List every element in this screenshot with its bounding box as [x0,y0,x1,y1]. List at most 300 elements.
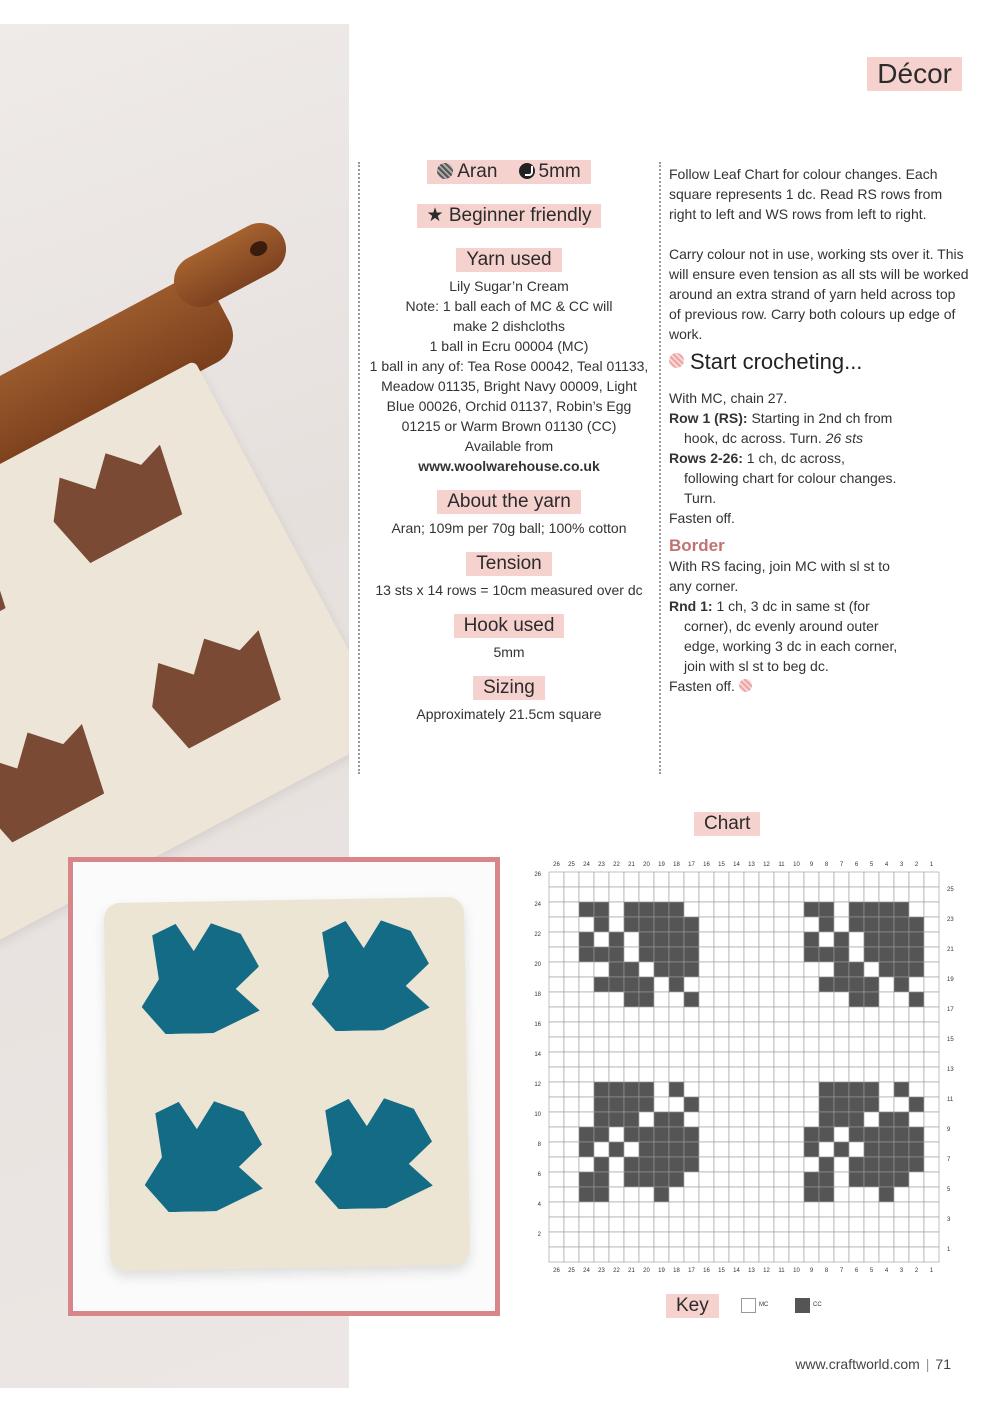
chart-cell-mc [774,1202,789,1217]
chart-cell-mc [699,1142,714,1157]
chart-cell-mc [759,1172,774,1187]
teal-leaf-motif [313,1097,433,1209]
chart-cell-mc [819,1022,834,1037]
chart-cell-mc [774,1217,789,1232]
chart-cell-mc [864,1247,879,1262]
chart-cell-mc [729,1037,744,1052]
skill-level: Beginner friendly [448,205,592,226]
chart-cell-mc [834,992,849,1007]
chart-cell-cc [819,902,834,917]
chart-cell-cc [894,1127,909,1142]
chart-cell-mc [909,1022,924,1037]
chart-cell-mc [804,1052,819,1067]
chart-cell-mc [564,1217,579,1232]
chart-cell-mc [789,992,804,1007]
chart-cell-mc [579,1232,594,1247]
chart-cell-mc [864,872,879,887]
chart-cell-mc [879,992,894,1007]
chart-cell-cc [594,977,609,992]
sizing-text: Approximately 21.5cm square [416,706,602,722]
chart-column-number: 26 [553,862,560,868]
chart-cell-cc [849,1097,864,1112]
supplier-link[interactable]: www.woolwarehouse.co.uk [418,458,600,474]
chart-cell-mc [804,887,819,902]
chart-cell-mc [909,1082,924,1097]
chart-cell-cc [909,947,924,962]
chart-cell-mc [579,1037,594,1052]
chart-cell-mc [789,962,804,977]
chart-cell-mc [759,1232,774,1247]
chart-cell-mc [684,1172,699,1187]
chart-column-number: 22 [613,1268,620,1274]
chart-cell-mc [834,1187,849,1202]
chart-row-number: 23 [947,917,954,923]
chart-cell-mc [924,1037,939,1052]
chart-cell-mc [594,992,609,1007]
chart-cell-cc [654,902,669,917]
chart-cell-cc [594,1082,609,1097]
chart-cell-mc [639,1112,654,1127]
chart-cell-mc [819,992,834,1007]
chart-cell-mc [834,1232,849,1247]
row1-stitch-count: 26 sts [825,430,863,446]
chart-cell-mc [669,1187,684,1202]
chart-cell-mc [834,1217,849,1232]
chart-cell-mc [699,1217,714,1232]
chart-cell-mc [579,1202,594,1217]
chart-column-number: 21 [628,862,635,868]
chart-cell-cc [669,1127,684,1142]
chart-cell-mc [609,887,624,902]
chart-cell-mc [624,1067,639,1082]
chart-cell-cc [804,1142,819,1157]
page-title: Décor [867,57,962,91]
leaf-chart [524,852,964,1282]
chart-cell-mc [924,872,939,887]
chart-cell-mc [894,1247,909,1262]
chart-cell-cc [849,977,864,992]
chart-cell-mc [609,1037,624,1052]
chart-cell-cc [804,932,819,947]
chart-row-number: 12 [534,1082,541,1088]
chart-cell-cc [804,1187,819,1202]
chart-column-number: 25 [568,1268,575,1274]
chart-column-number: 26 [553,1268,560,1274]
chart-cell-mc [564,1232,579,1247]
chart-cell-mc [609,872,624,887]
chart-cell-mc [744,1172,759,1187]
chart-cell-mc [774,1157,789,1172]
chart-cell-mc [774,977,789,992]
chart-cell-mc [699,902,714,917]
chart-cell-cc [819,1082,834,1097]
chart-cell-mc [759,1142,774,1157]
chart-cell-mc [609,992,624,1007]
chart-cell-mc [609,1067,624,1082]
chart-cell-mc [804,1217,819,1232]
chart-cell-mc [909,1172,924,1187]
chart-column-number: 16 [703,862,710,868]
skill-tag [417,204,602,228]
chart-cell-mc [639,1067,654,1082]
chart-cell-mc [864,1007,879,1022]
chart-cell-mc [729,947,744,962]
chart-cell-mc [879,1232,894,1247]
chart-cell-mc [924,1217,939,1232]
chart-cell-mc [804,1067,819,1082]
chart-cell-cc [819,1187,834,1202]
chart-cell-mc [879,872,894,887]
chart-cell-cc [894,1157,909,1172]
chart-cell-mc [879,1007,894,1022]
chart-cell-cc [624,1157,639,1172]
chart-cell-mc [699,917,714,932]
chart-cell-mc [924,1052,939,1067]
chart-cell-mc [699,1127,714,1142]
chart-column-number: 19 [658,862,665,868]
chart-cell-mc [714,1097,729,1112]
chart-cell-mc [789,1082,804,1097]
chart-cell-cc [669,1082,684,1097]
chart-cell-mc [789,1172,804,1187]
chart-column-number: 3 [899,1268,904,1274]
chart-cell-mc [774,932,789,947]
chart-cell-cc [894,1082,909,1097]
chart-column-number: 6 [854,1268,859,1274]
chart-row-number: 8 [537,1142,541,1148]
chart-cell-mc [789,1067,804,1082]
chart-cell-mc [579,1097,594,1112]
chart-cell-mc [714,1232,729,1247]
chart-cell-mc [909,1112,924,1127]
chart-cell-mc [729,917,744,932]
chart-cell-mc [609,917,624,932]
chart-cell-mc [849,1067,864,1082]
chart-cell-mc [804,1232,819,1247]
chart-cell-mc [774,1142,789,1157]
chart-column-number: 14 [733,1268,740,1274]
chart-cell-mc [714,1172,729,1187]
chart-column-number: 6 [854,862,859,868]
chart-cell-mc [699,1022,714,1037]
chart-cell-mc [789,1097,804,1112]
chart-row-number: 2 [537,1232,541,1238]
chart-cell-mc [894,887,909,902]
chart-cell-mc [714,1157,729,1172]
chart-cell-mc [774,992,789,1007]
chart-cell-mc [549,887,564,902]
instructions-column [669,164,969,696]
chart-cell-cc [849,1112,864,1127]
chart-cell-mc [909,1037,924,1052]
chart-cell-mc [864,887,879,902]
row1-continuation [669,428,969,448]
chart-cell-cc [849,1172,864,1187]
chart-cell-mc [729,1052,744,1067]
chart-cell-cc [879,1157,894,1172]
chart-cell-cc [594,1112,609,1127]
chart-cell-mc [744,1217,759,1232]
chart-cell-cc [879,1127,894,1142]
chart-cell-mc [669,1247,684,1262]
chart-cell-cc [594,1187,609,1202]
chart-cell-mc [819,1037,834,1052]
chart-cell-cc [804,902,819,917]
chart-cell-mc [909,1202,924,1217]
chart-cell-mc [924,962,939,977]
rows-continuation: Turn. [684,490,717,506]
chart-cell-mc [564,902,579,917]
chart-cell-mc [804,917,819,932]
chart-cell-cc [834,947,849,962]
chart-column-number: 23 [598,1268,605,1274]
chart-cell-mc [924,902,939,917]
chart-cell-mc [774,1247,789,1262]
chart-cell-mc [759,1112,774,1127]
chart-cell-cc [864,1082,879,1097]
footer-website[interactable]: www.craftworld.com [795,1356,920,1372]
chart-column-number: 9 [809,862,814,868]
chart-cell-mc [924,1202,939,1217]
chart-cell-mc [729,992,744,1007]
chart-cell-mc [744,872,759,887]
chart-cell-mc [924,1247,939,1262]
chart-cell-mc [549,1217,564,1232]
chart-cell-cc [609,1097,624,1112]
chart-cell-mc [549,962,564,977]
chart-cell-mc [894,1067,909,1082]
chart-column-number: 18 [673,862,680,868]
chart-cell-mc [834,887,849,902]
chart-cell-mc [774,1007,789,1022]
chart-cell-cc [819,1112,834,1127]
chart-cell-mc [849,1232,864,1247]
chart-cell-mc [699,977,714,992]
chart-cell-cc [864,932,879,947]
chart-cell-mc [609,1022,624,1037]
chart-cell-cc [834,932,849,947]
chart-cell-mc [549,1142,564,1157]
chart-cell-cc [624,962,639,977]
chart-cell-mc [714,1082,729,1097]
chart-cell-mc [864,1187,879,1202]
chart-cell-mc [804,1022,819,1037]
chart-cell-mc [759,1022,774,1037]
chart-cell-mc [699,1232,714,1247]
row1-instruction [669,408,969,428]
chart-cell-mc [564,1187,579,1202]
chart-cell-mc [849,1142,864,1157]
chart-column-number: 12 [763,862,770,868]
chart-cell-mc [684,1067,699,1082]
chart-row-number: 24 [534,902,541,908]
chart-cell-mc [849,1217,864,1232]
chart-cell-mc [729,962,744,977]
cc-swatch [795,1298,810,1313]
chart-cell-mc [699,1037,714,1052]
chart-cell-cc [849,962,864,977]
chart-cell-mc [684,887,699,902]
chart-cell-mc [729,887,744,902]
chart-cell-cc [684,932,699,947]
chart-cell-mc [924,1022,939,1037]
chart-row-number: 25 [947,887,954,893]
chart-cell-mc [849,1187,864,1202]
chart-cell-cc [909,962,924,977]
chart-cell-mc [774,1022,789,1037]
chart-cell-mc [684,1217,699,1232]
chart-cell-mc [669,872,684,887]
chart-row-number: 3 [947,1217,951,1223]
border-instruction: With RS facing, join MC with sl st to [669,558,890,574]
chart-cell-cc [639,1082,654,1097]
chart-cell-cc [609,932,624,947]
chart-cell-mc [924,1127,939,1142]
chart-cell-mc [924,1007,939,1022]
yarn-line: Meadow 01135, Bright Navy 00009, Light [381,378,637,394]
chart-cell-mc [909,1052,924,1067]
chart-cell-mc [684,872,699,887]
chart-instructions: Follow Leaf Chart for colour changes. Each square represents 1 dc. Read RS rows from right to left and WS rows from left to right. [669,166,943,222]
fasten-off-text: Fasten off. [669,678,735,694]
chart-cell-mc [819,1067,834,1082]
chart-cell-cc [609,1112,624,1127]
chart-cell-mc [594,1232,609,1247]
chart-cell-mc [804,1112,819,1127]
chart-cell-mc [564,932,579,947]
chart-row-number: 6 [537,1172,541,1178]
chart-cell-mc [774,1037,789,1052]
chart-cell-mc [744,947,759,962]
chart-cell-cc [864,902,879,917]
chart-cell-mc [639,1022,654,1037]
brown-leaf-motif [0,708,116,848]
chart-cell-mc [819,1052,834,1067]
chart-cell-cc [654,1187,669,1202]
chart-cell-mc [579,977,594,992]
chart-cell-mc [699,1082,714,1097]
chart-cell-mc [744,1247,759,1262]
chart-cell-mc [729,1022,744,1037]
chart-row-number: 19 [947,977,954,983]
chart-row-number: 14 [534,1052,541,1058]
hook-used-text: 5mm [493,644,525,660]
chart-row-number: 10 [534,1112,541,1118]
chart-cell-cc [639,902,654,917]
chart-column-number: 15 [718,862,725,868]
chart-cell-mc [639,962,654,977]
chart-column-number: 4 [884,1268,889,1274]
chart-cell-mc [759,1067,774,1082]
chart-cell-mc [639,1052,654,1067]
column-divider [358,162,360,774]
chart-cell-cc [669,1142,684,1157]
chart-cell-mc [924,1112,939,1127]
chart-cell-mc [849,1202,864,1217]
chart-cell-mc [759,1082,774,1097]
chart-cell-cc [624,992,639,1007]
chart-cell-cc [624,1172,639,1187]
chart-cell-mc [894,1097,909,1112]
chart-cell-mc [924,977,939,992]
chart-cell-mc [744,1082,759,1097]
teal-dishcloth-photo [68,857,500,1316]
chart-cell-cc [819,1127,834,1142]
chart-cell-cc [864,992,879,1007]
chart-cell-mc [714,1067,729,1082]
start-heading [669,349,969,374]
chart-cell-mc [549,1022,564,1037]
chart-cell-mc [759,947,774,962]
chart-cell-mc [774,1067,789,1082]
chart-cell-mc [864,962,879,977]
chart-cell-mc [759,1052,774,1067]
chart-cell-mc [744,1022,759,1037]
chart-cell-cc [639,977,654,992]
chart-cell-mc [699,1202,714,1217]
chart-column-number: 21 [628,1268,635,1274]
chart-cell-mc [849,1022,864,1037]
chart-cell-mc [564,1247,579,1262]
chart-column-number: 7 [839,862,844,868]
chart-cell-mc [714,1127,729,1142]
chart-cell-mc [579,887,594,902]
chart-cell-mc [609,1247,624,1262]
chart-cell-mc [699,1157,714,1172]
chart-cell-mc [549,1187,564,1202]
chart-cell-mc [819,1232,834,1247]
teal-leaf-motif [143,1100,263,1212]
chart-cell-mc [804,1082,819,1097]
chart-cell-mc [909,1217,924,1232]
chart-column-number: 2 [914,862,919,868]
chart-cell-mc [744,992,759,1007]
chart-cell-cc [834,1097,849,1112]
chart-cell-mc [579,992,594,1007]
chart-cell-mc [639,1202,654,1217]
chart-cell-mc [594,1052,609,1067]
yarn-line: Blue 00026, Orchid 01137, Robin’s Egg [386,398,632,414]
chart-cell-mc [714,992,729,1007]
chart-cell-mc [759,1217,774,1232]
chart-cell-mc [789,1112,804,1127]
chart-cell-mc [864,1067,879,1082]
chart-cell-mc [789,1202,804,1217]
chart-cell-cc [684,1142,699,1157]
chart-column-number: 12 [763,1268,770,1274]
chart-cell-mc [714,917,729,932]
chart-cell-cc [654,1157,669,1172]
chart-cell-mc [729,932,744,947]
chart-column-number: 11 [778,1268,785,1274]
chart-column-number: 20 [643,1268,650,1274]
chart-cell-mc [549,947,564,962]
cutting-board-handle [165,214,295,316]
chart-cell-cc [909,1097,924,1112]
chart-column-number: 9 [809,1268,814,1274]
rows-text: 1 ch, dc across, [742,450,845,466]
chart-column-number: 14 [733,862,740,868]
chart-cell-mc [669,1052,684,1067]
chain-instruction: With MC, chain 27. [669,390,788,406]
chart-cell-cc [684,962,699,977]
chart-row-number: 4 [537,1202,541,1208]
chart-cell-cc [894,1112,909,1127]
pattern-info-column [362,160,656,736]
hook-used-heading: Hook used [454,614,565,638]
chart-cell-cc [804,1172,819,1187]
chart-cell-mc [639,1187,654,1202]
